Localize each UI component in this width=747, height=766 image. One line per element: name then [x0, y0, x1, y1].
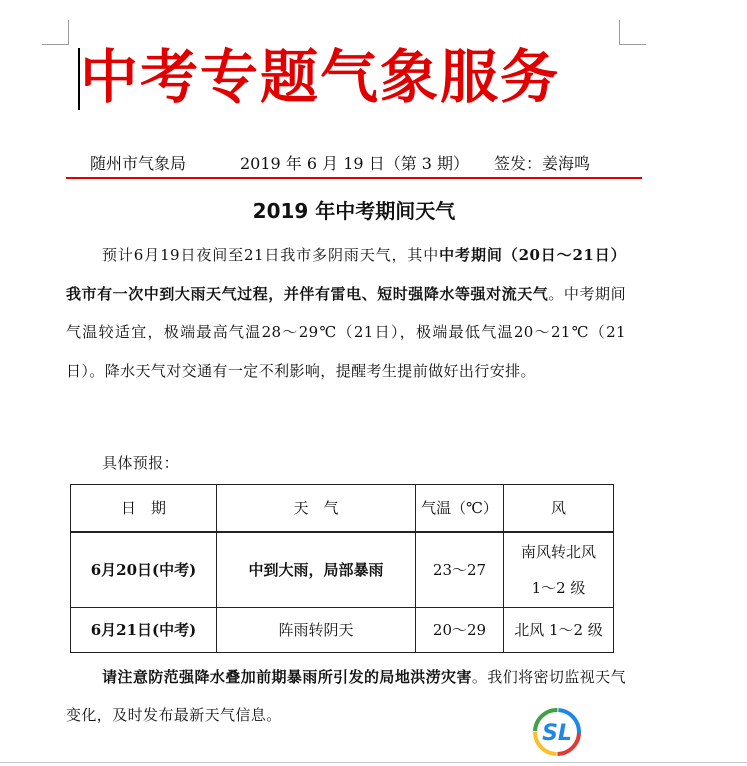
para1-bold-text: 中考期间（20日～21日）我市有一次中到大雨天气过程，并伴有雷电、短时强降水等强对流天气 [66, 246, 626, 303]
cell-temperature: 20～29 [416, 608, 504, 653]
para1-text-a: 预计6月19日夜间至21日我市多阴雨天气，其中 [102, 246, 440, 264]
document-title: 2019 年中考期间天气 [252, 199, 456, 223]
watermark-logo-icon [531, 706, 583, 758]
table-row [71, 608, 614, 653]
table-header-row [71, 485, 614, 533]
signer: 签发：姜海鸣 [494, 154, 591, 173]
wind-line-2: 1～2 级 [531, 579, 586, 597]
paragraph-forecast-summary [66, 236, 626, 391]
page-bottom-border [0, 762, 747, 763]
para1-text-c: 。中考期间气温较适宜，极端最高气温28～29℃（21日），极端最低气温20～21℃（21日）。降水天气对交通有一定不利影响，提醒考生提前做好出行安排。 [66, 284, 626, 381]
cell-temperature: 23～27 [416, 532, 504, 608]
header-weather: 天 气 [217, 485, 416, 533]
table-row [71, 532, 614, 608]
cell-date: 6月21日(中考) [71, 608, 217, 653]
logo-text: SL [542, 721, 572, 746]
cell-wind: 北风 1～2 级 [504, 608, 614, 653]
wind-line-1: 南风转北风 [520, 543, 596, 561]
cell-weather: 阵雨转阴天 [217, 608, 416, 653]
paragraph-specific-forecast: 具体预报： [102, 454, 180, 472]
cell-date: 6月20日(中考) [71, 532, 217, 608]
para3-text-b: 。我们将密切监视天气变化，及时发布最新天气信息。 [66, 668, 626, 724]
agency-name: 随州市气象局 [90, 154, 187, 173]
cell-weather: 中到大雨，局部暴雨 [217, 532, 416, 608]
header-temperature: 气温（℃） [416, 485, 504, 533]
header-date: 日 期 [71, 485, 217, 533]
masthead-title: 中考专题气象服务 [80, 43, 561, 111]
cell-wind [504, 532, 614, 608]
red-divider [66, 177, 642, 179]
crop-mark-top-left [42, 20, 69, 45]
issue-date: 2019 年 6 月 19 日（第 3 期） [240, 154, 470, 173]
para3-bold-text: 请注意防范强降水叠加前期暴雨所引发的局地洪涝灾害 [102, 668, 472, 686]
header-wind: 风 [504, 485, 614, 533]
forecast-table [70, 484, 614, 653]
